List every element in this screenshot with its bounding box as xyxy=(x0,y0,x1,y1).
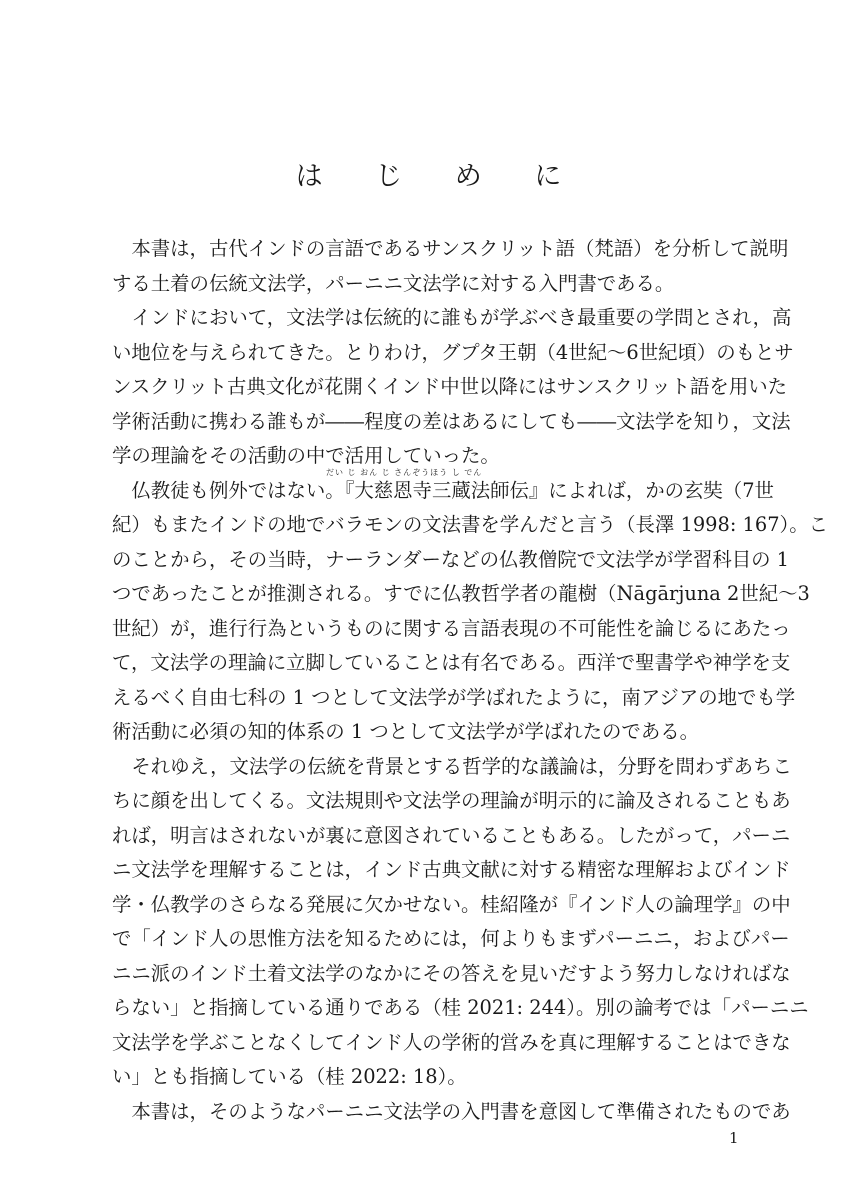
chapter-title: は じ め に xyxy=(295,161,584,192)
text-line-with-ruby xyxy=(112,467,774,509)
text-line: 学の理論をその活動の中で活用していった。 xyxy=(112,444,500,467)
text-line: インドにおいて，文法学は伝統的に誰もが学ぶべき最重要の学問とされ，高 xyxy=(112,306,792,329)
text-line: ちに顔を出してくる。文法規則や文法学の理論が明示的に論及されることもあ xyxy=(112,789,791,812)
text-line: 本書は，古代インドの言語であるサンスクリット語（梵語）を分析して説明 xyxy=(112,237,789,260)
body-text xyxy=(112,232,829,1129)
text-line: い」とも指摘している（桂 2022: 18）。 xyxy=(112,1065,467,1088)
text-line: い地位を与えられてきた。とりわけ，グプタ王朝（4世紀～6世紀頃）のもとサ xyxy=(112,340,794,364)
text-line: 術活動に必須の知的体系の 1 つとして文法学が学ばれたのである。 xyxy=(112,720,699,743)
text-line: えるべく自由七科の 1 つとして文法学が学ばれたように，南アジアの地でも学 xyxy=(112,685,796,709)
text-line: て，文法学の理論に立脚していることは有名である。西洋で聖書学や神学を支 xyxy=(112,651,791,674)
text-line: らない」と指摘している通りである（桂 2021: 244）。別の論考では「パーニニ xyxy=(112,996,809,1019)
text-line: 本書は，そのようなパーニニ文法学の入門書を意図して準備されたものであ xyxy=(112,1099,791,1123)
text-line: する土着の伝統文法学，パーニニ文法学に対する入門書である。 xyxy=(112,271,675,295)
text-line: ニニ派のインド土着文法学のなかにその答えを見いだすよう努力しなければな xyxy=(112,961,791,985)
page-number: 1 xyxy=(729,1129,739,1147)
text-line: 仏教徒も例外ではない。『大慈恩寺三蔵法師伝』によれば，かの玄奘（7世 xyxy=(112,478,774,502)
text-line: 学・仏教学のさらなる発展に欠かせない。桂紹隆が『インド人の論理学』の中 xyxy=(112,892,791,916)
text-line: つであったことが推測される。すでに仏教哲学者の龍樹（Nāgārjuna 2世紀～3 xyxy=(112,582,810,605)
text-line: で「インド人の思惟方法を知るためには，何よりもまずパーニニ，およびパー xyxy=(112,927,790,950)
text-line: それゆえ，文法学の伝統を背景とする哲学的な議論は，分野を問わずあちこ xyxy=(112,754,792,778)
furigana: だい じ おん じ さんぞうほう し でん xyxy=(326,467,483,477)
text-line: 文法学を学ぶことなくしてインド人の学術的営みを真に理解することはできな xyxy=(112,1030,791,1054)
text-line: ンスクリット古典文化が花開くインド中世以降にはサンスクリット語を用いた xyxy=(112,375,787,398)
text-line: れば，明言はされないが裏に意図されていることもある。したがって，パーニ xyxy=(112,823,791,847)
text-line: 世紀）が，進行行為というものに関する言語表現の不可能性を論じるにあたっ xyxy=(112,616,791,640)
text-line: 学術活動に携わる誰もが――程度の差はあるにしても――文法学を知り，文法 xyxy=(112,409,791,433)
text-line: のことから，その当時，ナーランダーなどの仏教僧院で文法学が学習科目の 1 xyxy=(112,547,790,571)
text-line: ニ文法学を理解することは，インド古典文献に対する精密な理解およびインド xyxy=(112,858,791,881)
text-line: 紀）もまたインドの地でバラモンの文法書を学んだと言う（長澤 1998: 167）。こ xyxy=(112,513,829,536)
